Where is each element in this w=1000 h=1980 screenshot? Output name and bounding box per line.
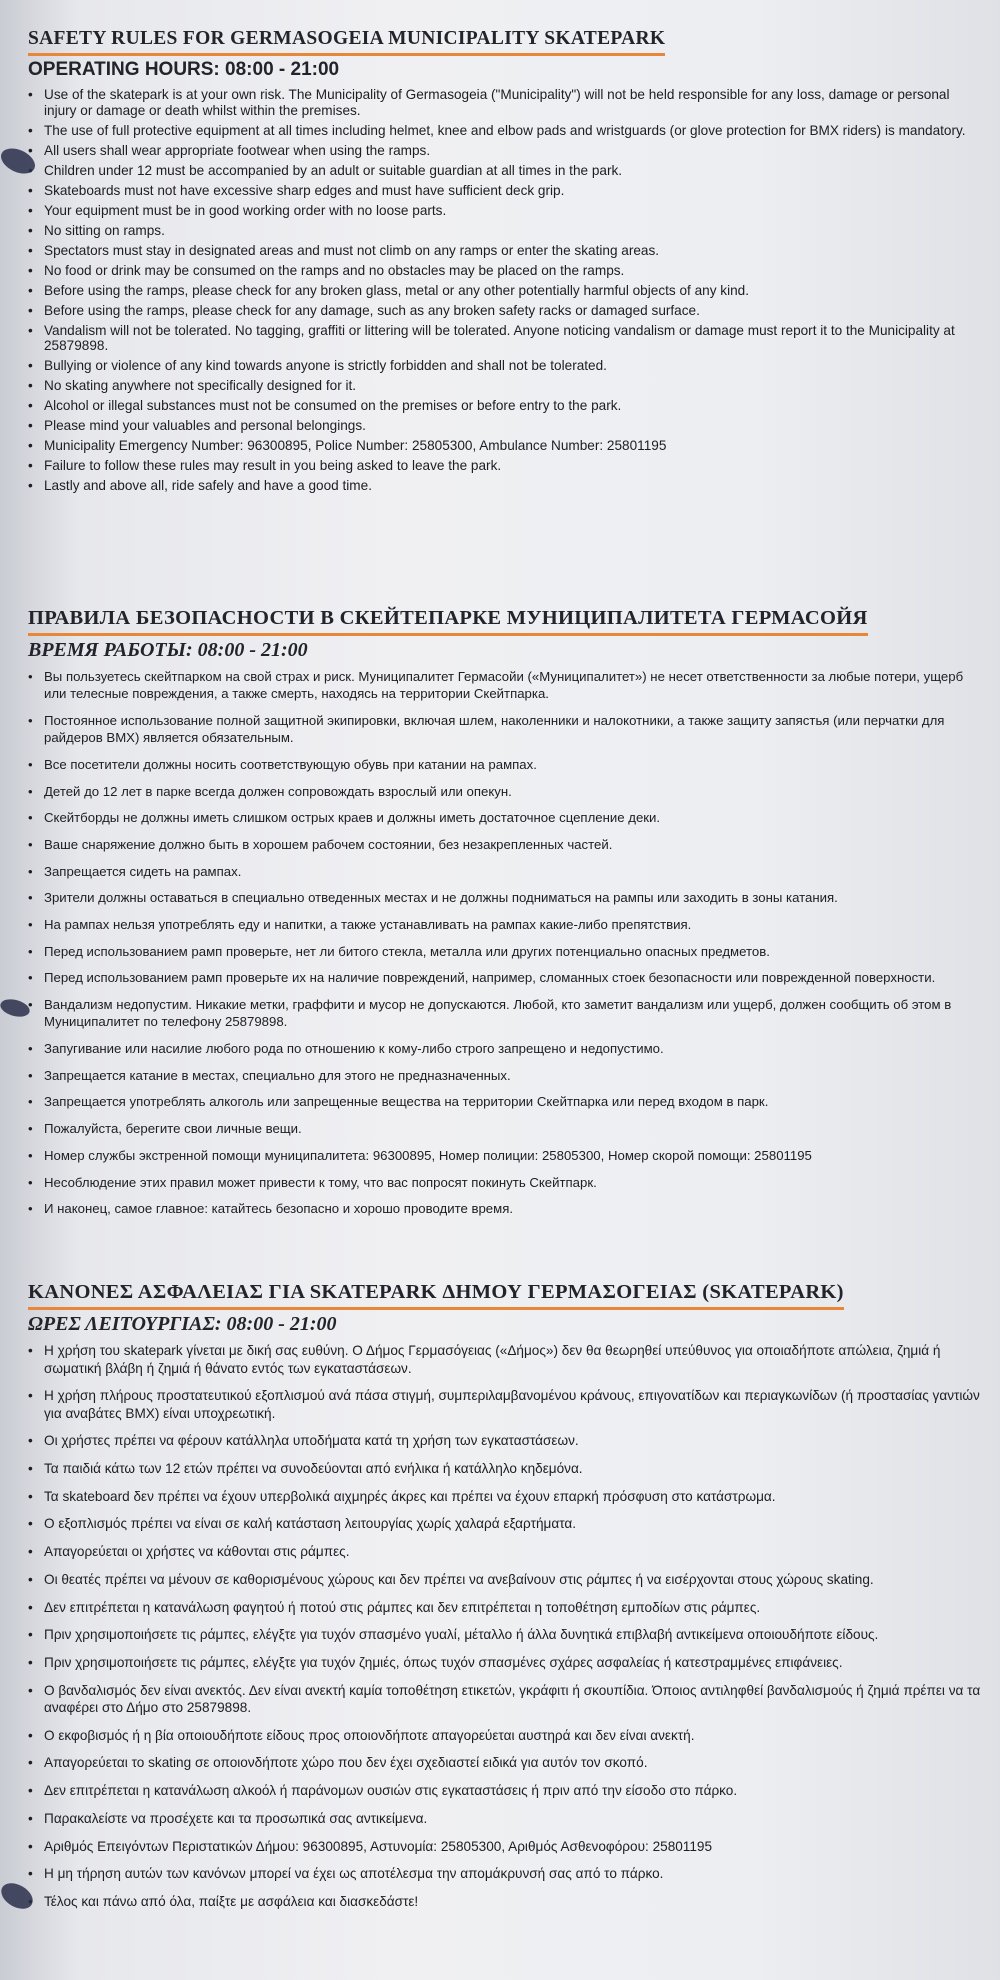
rule-item: • All users shall wear appropriate footwear when using the ramps. bbox=[28, 143, 983, 159]
rule-item: • Bullying or violence of any kind towards anyone is strictly forbidden and shall not be tolerated. bbox=[28, 358, 983, 374]
rule-item: • Alcohol or illegal substances must not be consumed on the premises or before entry to the park. bbox=[28, 398, 983, 414]
rule-item: • Ваше снаряжение должно быть в хорошем рабочем состоянии, без незакрепленных частей. bbox=[28, 836, 983, 853]
rule-item: • Failure to follow these rules may result in you being asked to leave the park. bbox=[28, 458, 983, 474]
rule-item: • Δεν επιτρέπεται η κατανάλωση φαγητού ή ποτού στις ράμπες και δεν επιτρέπεται η τοποθέτηση εμποδίων στις ράμπες. bbox=[28, 1599, 983, 1617]
rule-item: • Municipality Emergency Number: 96300895, Police Number: 25805300, Ambulance Number: 25801195 bbox=[28, 438, 983, 454]
rule-item: • Несоблюдение этих правил может привести к тому, что вас попросят покинуть Скейтпарк. bbox=[28, 1174, 983, 1191]
rule-item: • Пожалуйста, берегите свои личные вещи. bbox=[28, 1120, 983, 1137]
russian-section bbox=[28, 607, 983, 1227]
rule-item: • The use of full protective equipment at all times including helmet, knee and elbow pads and wristguards (or glove protection for BMX riders) is mandatory. bbox=[28, 123, 983, 139]
rule-item: • Πριν χρησιμοποιήσετε τις ράμπες, ελέγξτε για τυχόν σπασμένο γυαλί, μέταλλο ή άλλα δυνητικά επιβλαβή αντικείμενα οποιουδήποτε είδους. bbox=[28, 1626, 983, 1644]
greek-title: ΚΑΝΟΝΕΣ ΑΣΦΑΛΕΙΑΣ ΓΙΑ SKATEPARK ΔΗΜΟΥ ΓΕΡΜΑΣΟΓΕΙΑΣ (SKATEPARK) bbox=[28, 1281, 844, 1310]
rule-item: • Children under 12 must be accompanied by an adult or suitable guardian at all times in the park. bbox=[28, 163, 983, 179]
rule-item: • Все посетители должны носить соответствующую обувь при катании на рампах. bbox=[28, 756, 983, 773]
rule-item: • Your equipment must be in good working order with no loose parts. bbox=[28, 203, 983, 219]
english-operating-hours: OPERATING HOURS: 08:00 - 21:00 bbox=[28, 59, 340, 80]
rule-item: • Skateboards must not have excessive sharp edges and must have sufficient deck grip. bbox=[28, 183, 983, 199]
rule-item: • Before using the ramps, please check for any damage, such as any broken safety racks or damaged surface. bbox=[28, 303, 983, 319]
rule-item: • Вы пользуетесь скейтпарком на свой страх и риск. Муниципалитет Гермасойи («Муниципалитет») не несет ответственности за любые потери, ущерб или телесные повреждения, а также смерть, находясь на территории Скейтпарка. bbox=[28, 668, 983, 702]
rule-item: • No sitting on ramps. bbox=[28, 223, 983, 239]
rule-item: • Αριθμός Επειγόντων Περιστατικών Δήμου: 96300895, Αστυνομία: 25805300, Αριθμός Ασθενοφόρου: 25801195 bbox=[28, 1838, 983, 1856]
rule-item: • Τα skateboard δεν πρέπει να έχουν υπερβολικά αιχμηρές άκρες και πρέπει να έχουν επαρκή πρόσφυση στο κατάστρωμα. bbox=[28, 1488, 983, 1506]
rule-item: • Скейтборды не должны иметь слишком острых краев и должны иметь достаточное сцепление деки. bbox=[28, 809, 983, 826]
insect-mark bbox=[0, 996, 32, 1019]
rule-item: • Запрещается употреблять алкоголь или запрещенные вещества на территории Скейтпарка или перед входом в парк. bbox=[28, 1093, 983, 1110]
rule-item: • Οι θεατές πρέπει να μένουν σε καθορισμένους χώρους και δεν πρέπει να ανεβαίνουν στις ράμπες ή να εισέρχονται στους χώρους skating. bbox=[28, 1571, 983, 1589]
rule-item: • Please mind your valuables and personal belongings. bbox=[28, 418, 983, 434]
russian-operating-hours: ВРЕМЯ РАБОТЫ: 08:00 - 21:00 bbox=[28, 639, 308, 661]
english-rules-list bbox=[28, 87, 983, 494]
rule-item: • Η χρήση πλήρους προστατευτικού εξοπλισμού ανά πάσα στιγμή, συμπεριλαμβανομένου κράνους, επιγονατίδων και περιαγκωνίδων (ή προστασίας γαντιών για αναβάτες BMX) είναι υποχρεωτική. bbox=[28, 1387, 983, 1422]
rule-item: • Постоянное использование полной защитной экипировки, включая шлем, наколенники и налокотники, а также защиту запястья (или перчатки для райдеров BMX) является обязательным. bbox=[28, 712, 983, 746]
rule-item: • Ο εκφοβισμός ή η βία οποιουδήποτε είδους προς οποιονδήποτε απαγορεύεται αυστηρά και δεν είναι ανεκτή. bbox=[28, 1727, 983, 1745]
rule-item: • Οι χρήστες πρέπει να φέρουν κατάλληλα υποδήματα κατά τη χρήση των εγκαταστάσεων. bbox=[28, 1432, 983, 1450]
rule-item: • Запрещается сидеть на рампах. bbox=[28, 863, 983, 880]
rule-item: • Перед использованием рамп проверьте их на наличие повреждений, например, сломанных стоек безопасности или поврежденной поверхности. bbox=[28, 969, 983, 986]
english-section bbox=[28, 28, 983, 498]
rule-item: • Детей до 12 лет в парке всегда должен сопровождать взрослый или опекун. bbox=[28, 783, 983, 800]
rule-item: • Запрещается катание в местах, специально для этого не предназначенных. bbox=[28, 1067, 983, 1084]
rule-item: • Use of the skatepark is at your own risk. The Municipality of Germasogeia ("Municipality") will not be held responsible for any loss, damage or personal injury or damage or death whilst within the premises. bbox=[28, 87, 983, 119]
rule-item: • Номер службы экстренной помощи муниципалитета: 96300895, Номер полиции: 25805300, Номер скорой помощи: 25801195 bbox=[28, 1147, 983, 1164]
english-title: SAFETY RULES FOR GERMASOGEIA MUNICIPALITY SKATEPARK bbox=[28, 28, 665, 56]
russian-title: ПРАВИЛА БЕЗОПАСНОСТИ В СКЕЙТЕПАРКЕ МУНИЦИПАЛИТЕТА ГЕРМАСОЙЯ bbox=[28, 607, 868, 636]
rule-item: • Ο βανδαλισμός δεν είναι ανεκτός. Δεν είναι ανεκτή καμία τοποθέτηση ετικετών, γκράφιτι ή σκουπίδια. Όποιος αντιληφθεί βανδαλισμούς ή ζημιά πρέπει να τα αναφέρει στο Δήμο στο 25879898. bbox=[28, 1682, 983, 1717]
rule-item: • Τα παιδιά κάτω των 12 ετών πρέπει να συνοδεύονται από ενήλικα ή κατάλληλο κηδεμόνα. bbox=[28, 1460, 983, 1478]
rule-item: • Η χρήση του skatepark γίνεται με δική σας ευθύνη. Ο Δήμος Γερμασόγειας («Δήμος») δεν θα θεωρηθεί υπεύθυνος για οποιαδήποτε απώλεια, ζημιά ή σωματική βλάβη ή ζημιά ή θάνατο εντός των εγκαταστάσεων. bbox=[28, 1342, 983, 1377]
rule-item: • Τέλος και πάνω από όλα, παίξτε με ασφάλεια και διασκεδάστε! bbox=[28, 1893, 983, 1911]
rule-item: • Вандализм недопустим. Никакие метки, граффити и мусор не допускаются. Любой, кто заметит вандализм или ущерб, должен сообщить об этом в Муниципалитет по телефону 25879898. bbox=[28, 996, 983, 1030]
rule-item: • Παρακαλείστε να προσέχετε και τα προσωπικά σας αντικείμενα. bbox=[28, 1810, 983, 1828]
greek-section bbox=[28, 1281, 983, 1921]
rule-item: • Απαγορεύεται το skating σε οποιονδήποτε χώρο που δεν έχει σχεδιαστεί ειδικά για αυτόν τον σκοπό. bbox=[28, 1754, 983, 1772]
rule-item: • Απαγορεύεται οι χρήστες να κάθονται στις ράμπες. bbox=[28, 1543, 983, 1561]
rule-item: • Before using the ramps, please check for any broken glass, metal or any other potentially harmful objects of any kind. bbox=[28, 283, 983, 299]
rule-item: • Η μη τήρηση αυτών των κανόνων μπορεί να έχει ως αποτέλεσμα την απομάκρυνσή σας από το πάρκο. bbox=[28, 1865, 983, 1883]
rule-item: • Δεν επιτρέπεται η κατανάλωση αλκοόλ ή παράνομων ουσιών στις εγκαταστάσεις ή πριν από την είσοδο στο πάρκο. bbox=[28, 1782, 983, 1800]
rule-item: • Запугивание или насилие любого рода по отношению к кому-либо строго запрещено и недопустимо. bbox=[28, 1040, 983, 1057]
rule-item: • Spectators must stay in designated areas and must not climb on any ramps or enter the skating areas. bbox=[28, 243, 983, 259]
greek-operating-hours: ΩΡΕΣ ΛΕΙΤΟΥΡΓΙΑΣ: 08:00 - 21:00 bbox=[28, 1313, 337, 1335]
russian-rules-list bbox=[28, 668, 983, 1217]
greek-rules-list bbox=[28, 1342, 983, 1910]
rule-item: • Ο εξοπλισμός πρέπει να είναι σε καλή κατάσταση λειτουργίας χωρίς χαλαρά εξαρτήματα. bbox=[28, 1515, 983, 1533]
rule-item: • Πριν χρησιμοποιήσετε τις ράμπες, ελέγξτε για τυχόν ζημιές, όπως τυχόν σπασμένες σχάρες ασφαλείας ή κατεστραμμένες επιφάνειες. bbox=[28, 1654, 983, 1672]
rule-item: • Lastly and above all, ride safely and have a good time. bbox=[28, 478, 983, 494]
rule-item: • No skating anywhere not specifically designed for it. bbox=[28, 378, 983, 394]
rule-item: • И наконец, самое главное: катайтесь безопасно и хорошо проводите время. bbox=[28, 1200, 983, 1217]
rule-item: • Перед использованием рамп проверьте, нет ли битого стекла, металла или других потенциально опасных предметов. bbox=[28, 943, 983, 960]
rule-item: • Зрители должны оставаться в специально отведенных местах и не должны подниматься на рампы или заходить в зоны катания. bbox=[28, 889, 983, 906]
rule-item: • Vandalism will not be tolerated. No tagging, graffiti or littering will be tolerated. Anyone noticing vandalism or damage must report it to the Municipality at 25879898. bbox=[28, 323, 983, 355]
rule-item: • На рампах нельзя употреблять еду и напитки, а также устанавливать на рампах какие-либо препятствия. bbox=[28, 916, 983, 933]
rule-item: • No food or drink may be consumed on the ramps and no obstacles may be placed on the ramps. bbox=[28, 263, 983, 279]
